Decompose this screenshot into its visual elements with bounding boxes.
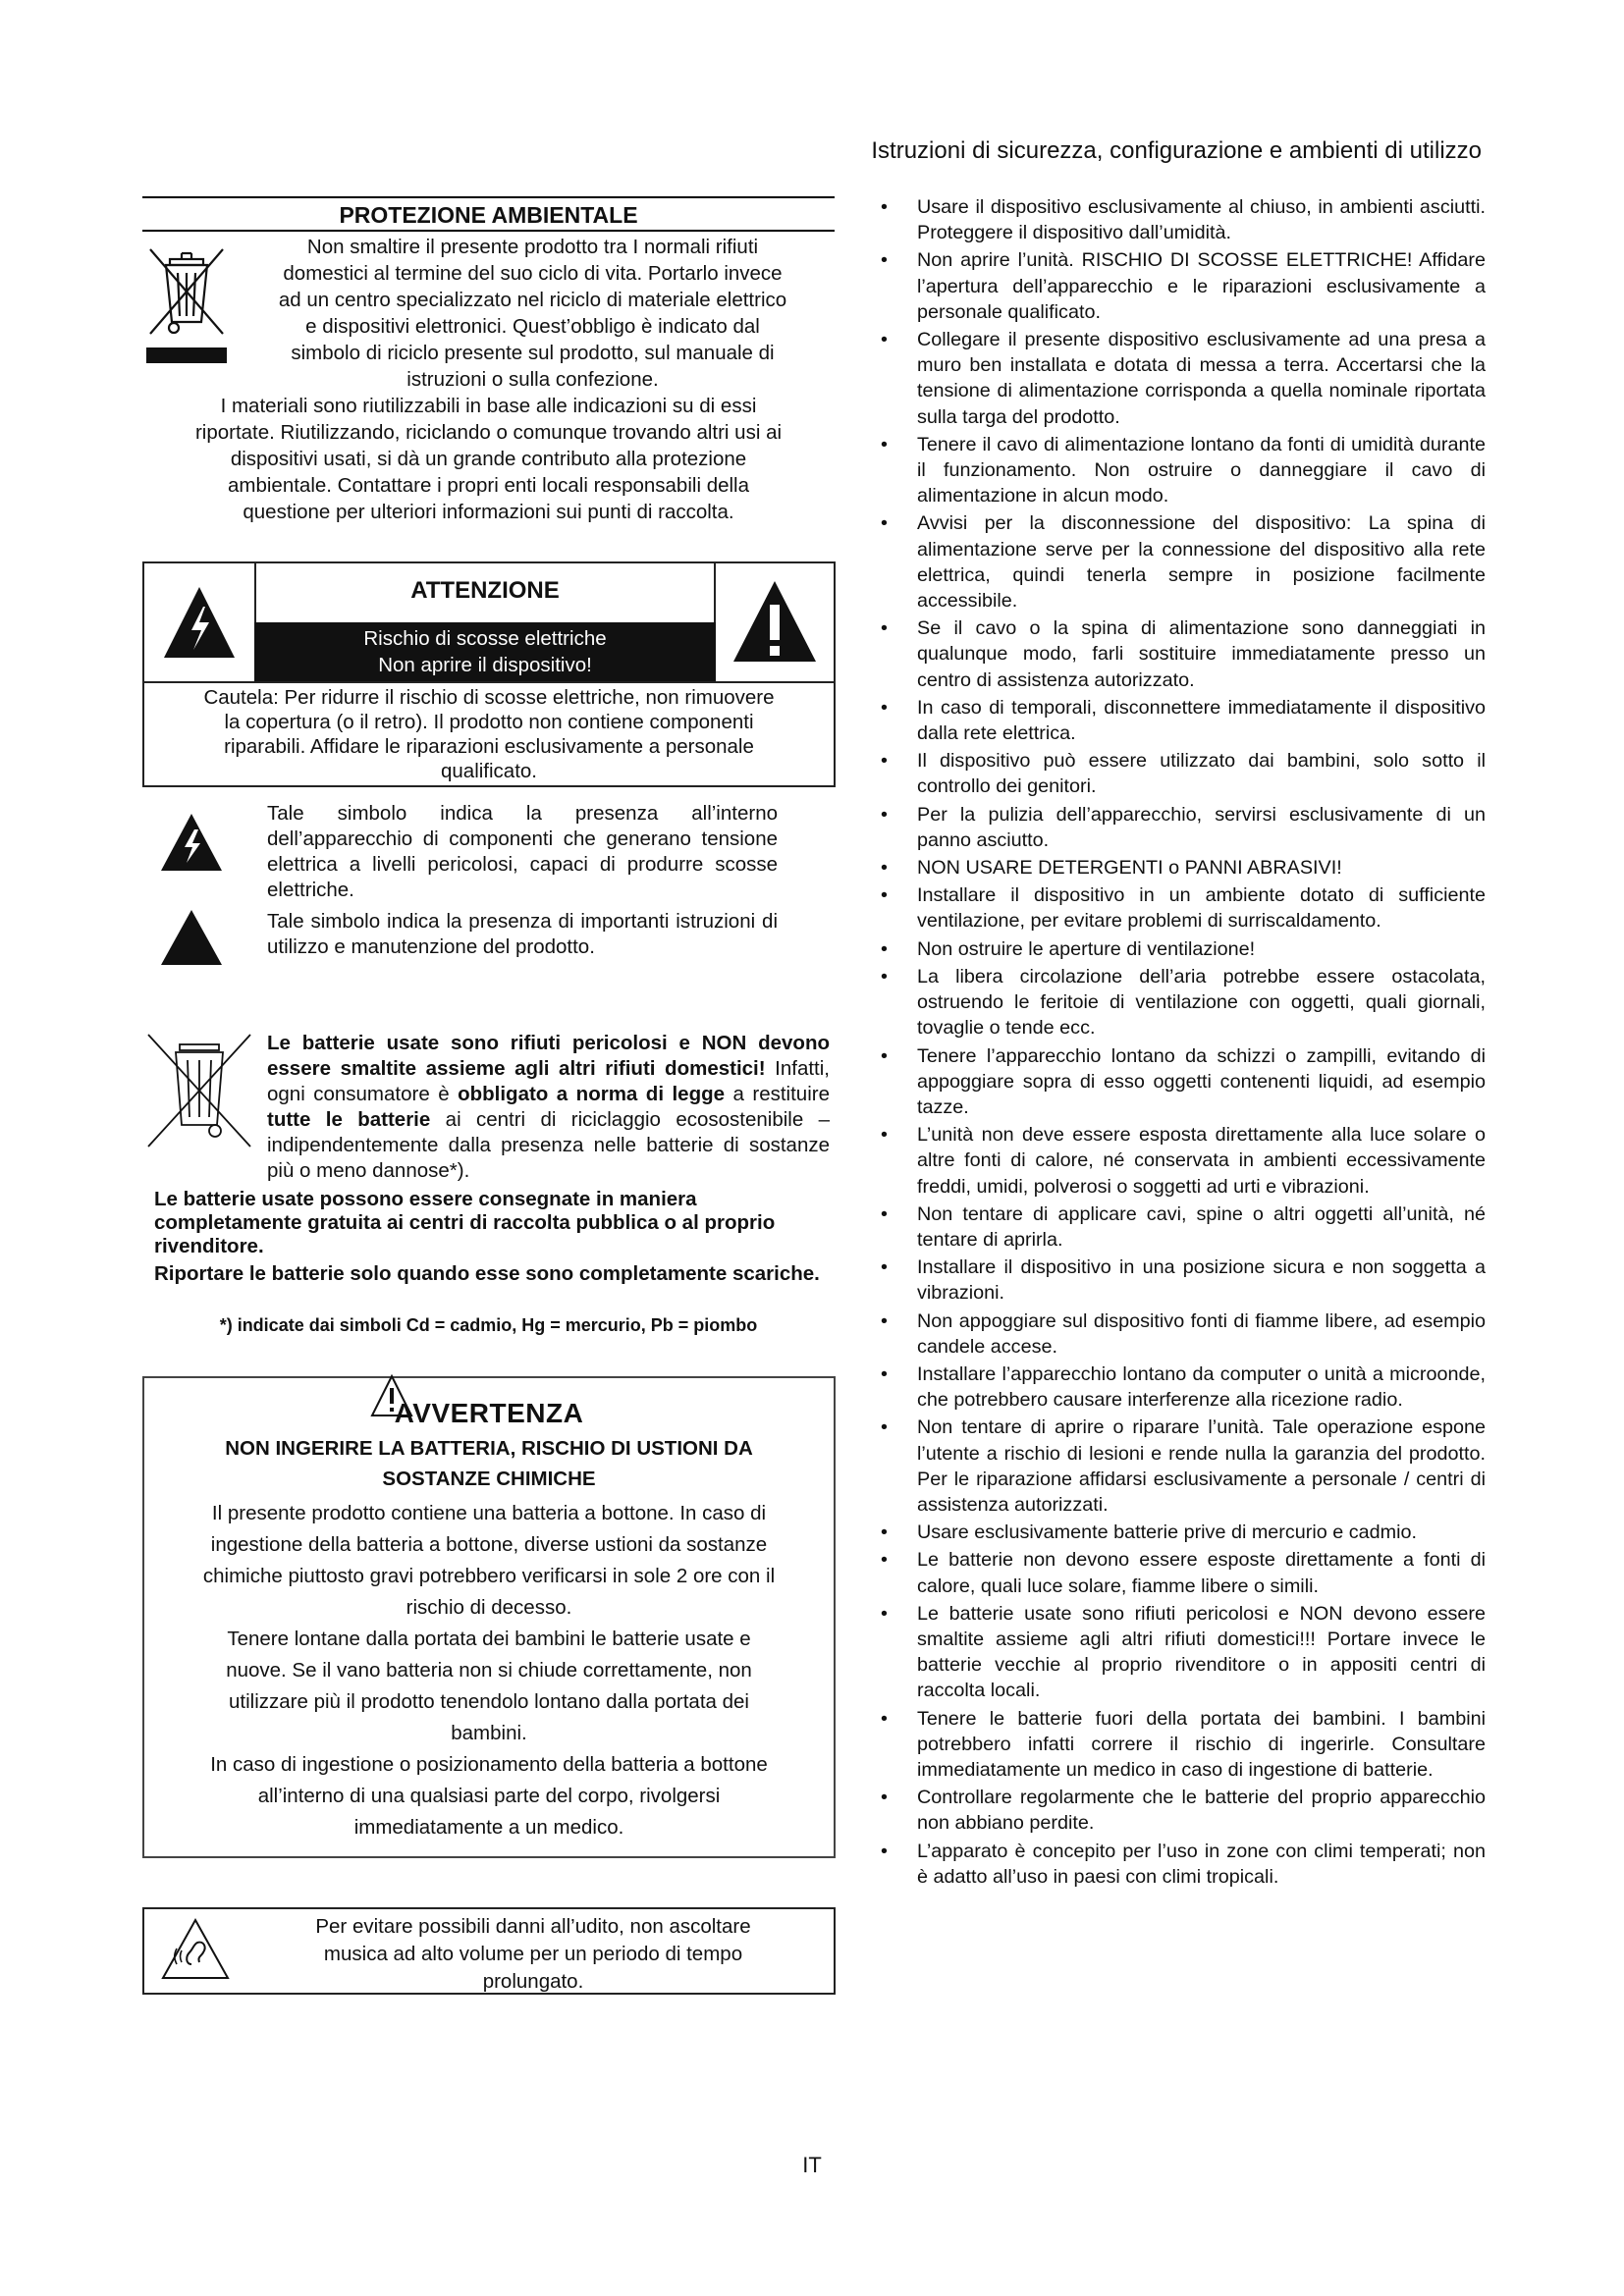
- list-item-text: Tenere l’apparecchio lontano da schizzi o zampilli, evitando di appoggiare sopra di esso oggetti contenenti liquidi, ad esempio tazze.: [917, 1044, 1486, 1118]
- bullet-mark: •: [881, 965, 888, 988]
- bullet-mark: •: [881, 1707, 888, 1730]
- section-rule: [142, 230, 835, 232]
- list-item-text: Le batterie non devono essere esposte direttamente a fonti di calore, quali luce solare, fiamme libere o simili.: [917, 1549, 1486, 1597]
- bullet-mark: •: [881, 617, 888, 640]
- list-item-text: Avvisi per la disconnessione del dispositivo: La spina di alimentazione serve per la connessione del dispositivo alla rete elettrica, quindi tenerla sempre in posizione facilmente accessibile.: [917, 512, 1486, 613]
- battery-all-bold: tutte le batterie: [267, 1108, 431, 1131]
- bullet-mark: •: [881, 1256, 888, 1279]
- list-item-text: Tenere le batterie fuori della portata dei bambini. I bambini potrebbero infatti correre il rischio di ingerirle. Consultare immediatamente un medico in caso di ingestione di batterie.: [917, 1707, 1486, 1781]
- list-item: [877, 510, 1486, 614]
- bullet-mark: •: [881, 249, 888, 272]
- list-item: [877, 1308, 1486, 1360]
- text-line: riparabili. Affidare le riparazioni esclusivamente a personale: [224, 735, 754, 758]
- list-item: [877, 1255, 1486, 1306]
- list-item: [877, 1415, 1486, 1518]
- list-item: [877, 1547, 1486, 1598]
- battery-warning-bold: Le batterie usate sono rifiuti pericolosi e NON devono essere smaltite assieme agli altri rifiuti domestici!: [267, 1032, 830, 1080]
- list-item: [877, 855, 1486, 881]
- bullet-mark: •: [881, 433, 888, 455]
- page-language-label: IT: [802, 2153, 822, 2177]
- bullet-mark: •: [881, 196, 888, 218]
- bullet-mark: •: [881, 1124, 888, 1147]
- list-item-text: Il dispositivo può essere utilizzato dai bambini, solo sotto il controllo dei genitori.: [917, 750, 1486, 798]
- list-item-text: Tenere il cavo di alimentazione lontano da fonti di umidità durante il funzionamento. Non ostruire o danneggiare il cavo di alimentazione in alcun modo.: [917, 433, 1486, 507]
- text-line: dispositivi usati, si dà un grande contributo alla protezione: [230, 448, 747, 470]
- text-line: ingestione della batteria a bottone, diverse ustioni da sostanze: [210, 1533, 768, 1556]
- text-line: rischio di decesso.: [406, 1596, 572, 1619]
- avvertenza-paragraph-1: [144, 1498, 834, 1624]
- list-item-text: Installare il dispositivo in una posizione sicura e non soggetta a vibrazioni.: [917, 1256, 1486, 1305]
- list-item: [877, 748, 1486, 799]
- text-line: bambini.: [451, 1722, 527, 1744]
- list-item-text: NON USARE DETERGENTI o PANNI ABRASIVI!: [917, 857, 1342, 880]
- text-line: immediatamente a un medico.: [353, 1816, 624, 1839]
- bullet-mark: •: [881, 1416, 888, 1439]
- bullet-mark: •: [881, 1602, 888, 1625]
- text-line: ambientale. Contattare i propri enti locali responsabili della: [227, 474, 750, 497]
- caution-box: [142, 679, 836, 787]
- list-item: [877, 615, 1486, 693]
- battery-free-collection: Le batterie usate possono essere consegnate in maniera completamente gratuita ai centri di raccolta pubblica o al proprio rivenditore.: [154, 1188, 776, 1257]
- text-line: questione per ulteriori informazioni sui punti di raccolta.: [243, 501, 734, 523]
- battery-text-top: [267, 1031, 830, 1184]
- list-item-text: Usare il dispositivo esclusivamente al chiuso, in ambienti asciutti. Proteggere il dispositivo dall’umidità.: [917, 196, 1486, 244]
- list-item: [877, 802, 1486, 853]
- list-item-text: Non ostruire le aperture di ventilazione!: [917, 937, 1256, 960]
- bullet-mark: •: [881, 512, 888, 535]
- list-item-text: L’unità non deve essere esposta direttamente alla luce solare o altre fonti di calore, né conservata in ambienti eccessivamente freddi, umidi, polverosi o soggetti ad urti e vibrazioni.: [917, 1124, 1486, 1198]
- list-item: [877, 1043, 1486, 1121]
- text-line: Non smaltire il presente prodotto tra I normali rifiuti: [306, 236, 759, 258]
- bullet-mark: •: [881, 1549, 888, 1572]
- avvertenza-paragraph-2: [144, 1624, 834, 1749]
- list-item: [877, 1362, 1486, 1413]
- list-item: [877, 1839, 1486, 1890]
- list-item: [877, 1601, 1486, 1704]
- battery-law-bold: obbligato a norma di legge: [458, 1083, 726, 1105]
- bullet-mark: •: [881, 884, 888, 907]
- list-item-text: Non tentare di applicare cavi, spine o altri oggetti all’unità, né tentare di aprirla.: [917, 1202, 1486, 1251]
- bullet-mark: •: [881, 1362, 888, 1385]
- bullet-mark: •: [881, 696, 888, 719]
- list-item-text: Non tentare di aprire o riparare l’unità. Tale operazione espone l’utente a rischio di lesioni e rende nulla la garanzia del prodotto. Per le riparazione affidarsi esclusivamente a personale / centri di assistenza autorizzati.: [917, 1416, 1486, 1516]
- text-line: utilizzare più il prodotto tenendolo lontano dalla portata dei: [229, 1690, 749, 1713]
- text-line: la copertura (o il retro). Il prodotto non contiene componenti: [224, 711, 754, 733]
- environment-text-block-2: [142, 393, 835, 525]
- avvertenza-title: AVVERTENZA: [394, 1398, 584, 1428]
- list-item-text: Collegare il presente dispositivo esclusivamente ad una presa a muro ben installata e dotata di messa a terra. Accertarsi che la tensione di alimentazione corrisponda a quella nominale riportata sulla targa del prodotto.: [917, 329, 1486, 428]
- attention-box: [142, 561, 836, 683]
- text-line: chimiche piuttosto gravi potrebbero verificarsi in sole 2 ore con il: [202, 1565, 776, 1587]
- bullet-mark: •: [881, 1202, 888, 1225]
- bullet-mark: •: [881, 803, 888, 826]
- list-item: [877, 194, 1486, 245]
- text-line: nuove. Se il vano batteria non si chiude correttamente, non: [226, 1659, 752, 1682]
- list-item-text: Usare esclusivamente batterie prive di mercurio e cadmio.: [917, 1522, 1418, 1544]
- bullet-mark: •: [881, 1522, 888, 1544]
- exclamation-warning-icon: [714, 563, 834, 681]
- bullet-mark: •: [881, 1044, 888, 1067]
- caution-text: [144, 679, 834, 783]
- text-line: Per evitare possibili danni all’udito, non ascoltare: [315, 1915, 751, 1938]
- section-rule: [142, 196, 835, 198]
- list-item-text: Installare il dispositivo in un ambiente dotato di sufficiente ventilazione, per evitare problemi di surriscaldamento.: [917, 884, 1486, 933]
- text-line: qualificato.: [440, 760, 537, 782]
- battery-text: a restituire: [725, 1083, 830, 1105]
- text-line: prolungato.: [482, 1970, 584, 1993]
- shock-risk-text: Rischio di scosse elettriche: [363, 627, 607, 650]
- avvertenza-subtitle: [144, 1433, 834, 1494]
- list-item: [877, 695, 1486, 746]
- bullet-mark: •: [881, 937, 888, 960]
- text-line: SOSTANZE CHIMICHE: [382, 1468, 596, 1490]
- environment-title: PROTEZIONE AMBIENTALE: [339, 202, 638, 228]
- text-line: e dispositivi elettronici. Quest’obbligo è indicato dal: [305, 315, 760, 338]
- list-item-text: In caso di temporali, disconnettere immediatamente il dispositivo dalla rete elettrica.: [917, 696, 1486, 745]
- list-item-text: Se il cavo o la spina di alimentazione sono danneggiati in qualunque modo, farli sostituire immediatamente presso un centro di assistenza autorizzato.: [917, 617, 1486, 691]
- list-item-text: L’apparato è concepito per l’uso in zone con climi temperati; non è adatto all’uso in paesi con climi tropicali.: [917, 1840, 1486, 1888]
- hearing-box: [142, 1907, 836, 1995]
- wheelie-bin-icon: [142, 232, 231, 369]
- battery-text: Infatti, ogni consumatore è: [267, 1057, 830, 1105]
- text-line: ad un centro specializzato nel riciclo di materiale elettrico: [278, 289, 787, 311]
- lightning-symbol-text: Tale simbolo indica la presenza all’interno dell’apparecchio di componenti che generano tensione elettrica a livelli pericolosi, capaci di produrre scosse elettriche.: [267, 802, 778, 901]
- bullet-mark: •: [881, 1309, 888, 1332]
- battery-footnote: *) indicate dai simboli Cd = cadmio, Hg = mercurio, Pb = piombo: [219, 1315, 758, 1335]
- text-line: Il presente prodotto contiene una batteria a bottone. In caso di: [211, 1502, 767, 1524]
- text-line: domestici al termine del suo ciclo di vita. Portarlo invece: [283, 262, 783, 285]
- text-line: riportate. Riutilizzando, riciclando o comunque trovando altri usi ai: [194, 421, 783, 444]
- avvertenza-box: [142, 1376, 836, 1858]
- avvertenza-paragraph-3: [144, 1749, 834, 1843]
- list-item: [877, 964, 1486, 1041]
- text-line: I materiali sono riutilizzabili in base alle indicazioni su di essi: [220, 395, 757, 417]
- safety-bullet-list: [877, 194, 1486, 1892]
- lightning-symbol-icon: [157, 808, 226, 877]
- list-item-text: Installare l’apparecchio lontano da computer o unità a microonde, che potrebbero causare interferenze alla ricezione radio.: [917, 1362, 1486, 1412]
- list-item-text: Per la pulizia dell’apparecchio, servirsi esclusivamente di un panno asciutto.: [917, 803, 1486, 851]
- lightning-warning-icon: [144, 563, 256, 681]
- do-not-open-text: Non aprire il dispositivo!: [378, 654, 592, 676]
- page-header-title: Istruzioni di sicurezza, configurazione e ambienti di utilizzo: [871, 137, 1482, 164]
- list-item: [877, 327, 1486, 430]
- list-item-text: La libera circolazione dell’aria potrebbe essere ostacolata, ostruendo le feritoie di ventilazione con oggetti, quali giornali, tovaglie o tende ecc.: [917, 965, 1486, 1040]
- text-line: NON INGERIRE LA BATTERIA, RISCHIO DI USTIONI DA: [225, 1437, 753, 1460]
- text-line: Cautela: Per ridurre il rischio di scosse elettriche, non rimuovere: [203, 686, 775, 709]
- list-item: [877, 1122, 1486, 1200]
- bullet-mark: •: [881, 1840, 888, 1862]
- list-item-text: Non aprire l’unità. RISCHIO DI SCOSSE ELETTRICHE! Affidare l’apertura dell’apparecchio e le riparazioni esclusivamente a personale qualificato.: [917, 249, 1486, 323]
- bullet-mark: •: [881, 329, 888, 351]
- list-item-text: Controllare regolarmente che le batterie del proprio apparecchio non abbiano perdite.: [917, 1787, 1486, 1835]
- text-line: Tenere lontane dalla portata dei bambini le batterie usate e: [227, 1628, 751, 1650]
- attention-black-bar: [254, 622, 716, 681]
- list-item: [877, 936, 1486, 962]
- list-item: [877, 247, 1486, 325]
- bullet-mark: •: [881, 857, 888, 880]
- list-item: [877, 1520, 1486, 1545]
- list-item: [877, 432, 1486, 509]
- list-item: [877, 1201, 1486, 1253]
- hearing-damage-icon: [160, 1917, 231, 1982]
- exclamation-symbol-icon: [157, 906, 226, 970]
- list-item-text: Le batterie usate sono rifiuti pericolosi e NON devono essere smaltite assieme agli altri rifiuti domestici!!! Portare invece le batterie vecchie al proprio rivenditore o in appositi centri di raccolta locali.: [917, 1602, 1486, 1702]
- text-line: musica ad alto volume per un periodo di tempo: [323, 1943, 743, 1965]
- list-item-text: Non appoggiare sul dispositivo fonti di fiamme libere, ad esempio candele accese.: [917, 1309, 1486, 1358]
- text-line: all’interno di una qualsiasi parte del corpo, rivolgersi: [257, 1785, 721, 1807]
- environment-text-block: [231, 234, 835, 393]
- hearing-text: [252, 1913, 814, 1996]
- list-item: [877, 1706, 1486, 1784]
- battery-text: ai centri di riciclaggio ecosostenibile – indipendentemente dalla presenza nelle batterie di sostanze più o meno dannose*).: [267, 1108, 830, 1182]
- text-line: In caso di ingestione o posizionamento della batteria a bottone: [210, 1753, 768, 1776]
- attention-title: ATTENZIONE: [410, 577, 560, 604]
- exclamation-symbol-text: Tale simbolo indica la presenza di importanti istruzioni di utilizzo e manutenzione del prodotto.: [267, 910, 778, 958]
- list-item: [877, 1785, 1486, 1836]
- battery-return-note: Riportare le batterie solo quando esse sono completamente scariche.: [154, 1262, 820, 1285]
- crossed-bin-icon: [142, 1031, 255, 1148]
- text-line: istruzioni o sulla confezione.: [406, 368, 659, 391]
- bullet-mark: •: [881, 750, 888, 773]
- text-line: simbolo di riciclo presente sul prodotto, sul manuale di: [291, 342, 775, 364]
- bullet-mark: •: [881, 1787, 888, 1809]
- warning-triangle-icon: [368, 1372, 415, 1419]
- list-item: [877, 882, 1486, 934]
